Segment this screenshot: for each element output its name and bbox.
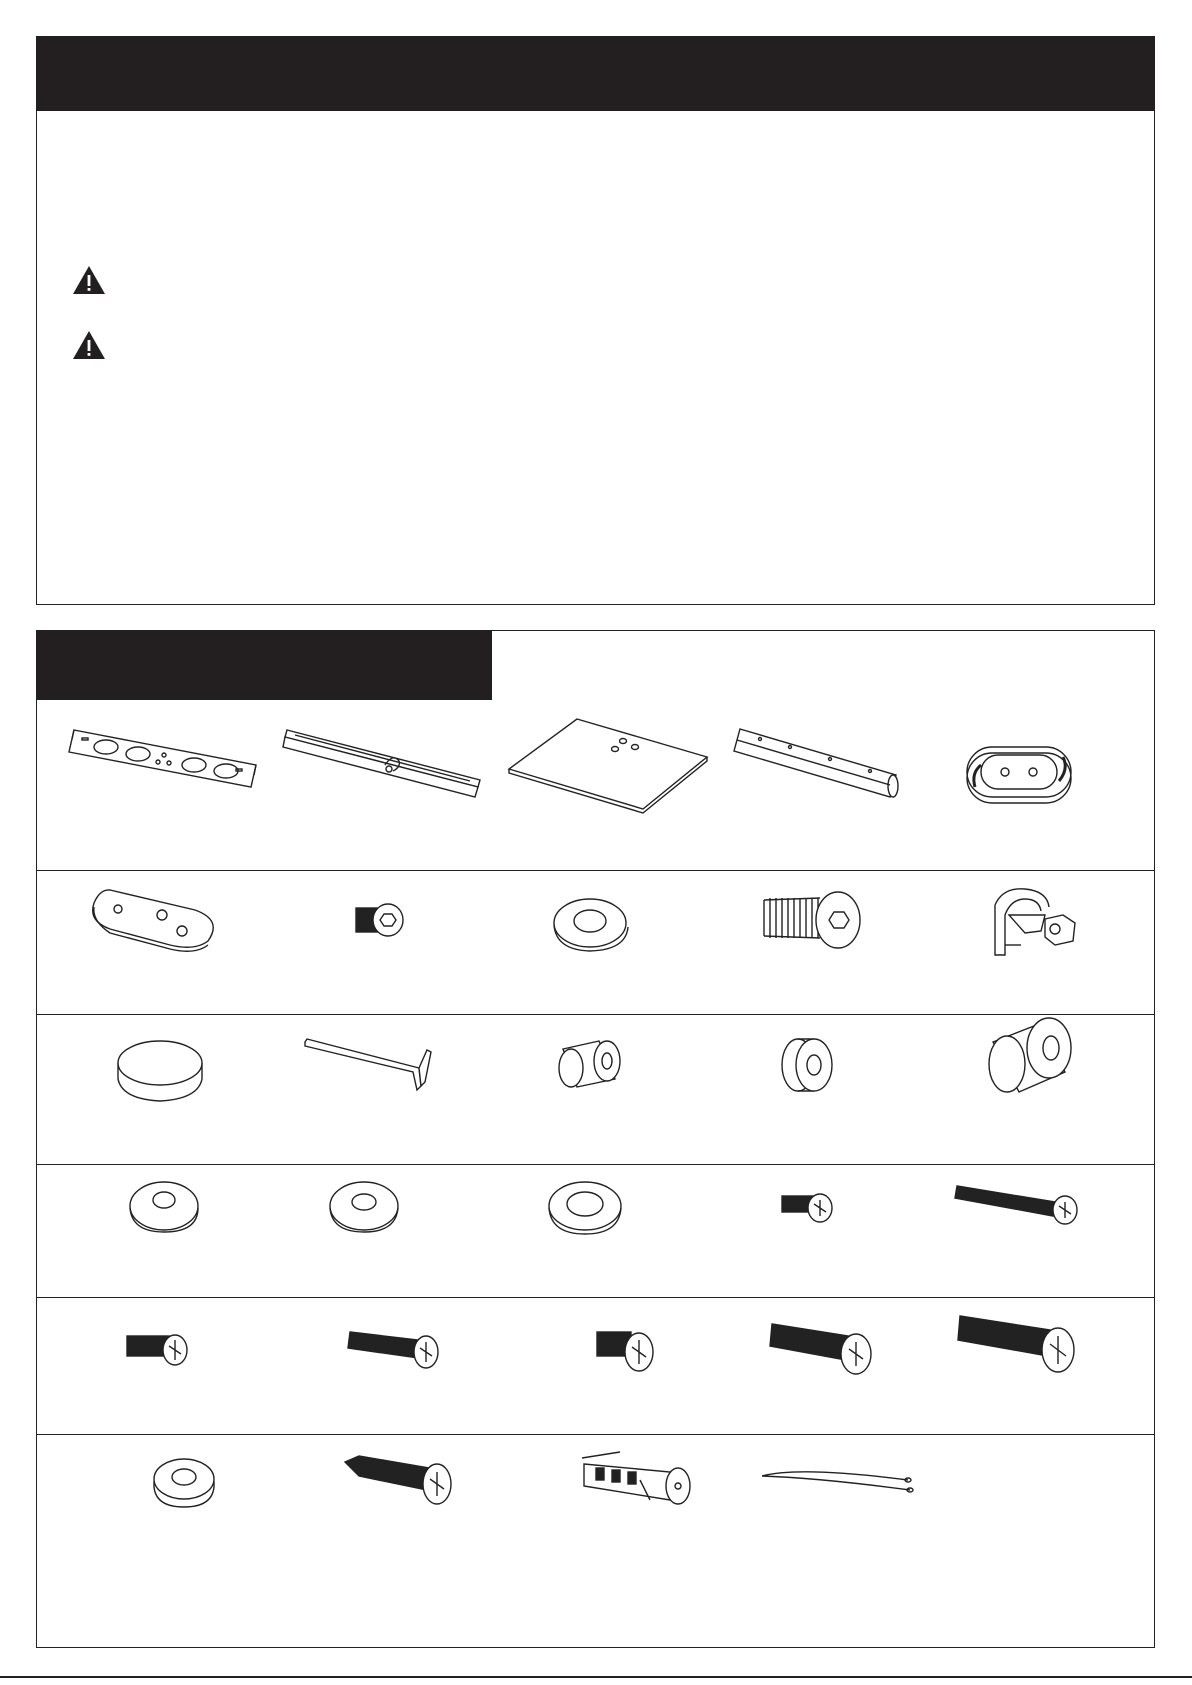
long-phillips-screw-icon [955,1182,1080,1237]
parts-section-header [36,630,492,700]
m8-long-screw-icon [958,1312,1078,1383]
wood-screw-icon [345,1450,455,1515]
oval-plate-icon [90,885,225,960]
cable-clip-icon [985,885,1080,965]
row-divider [36,1164,1154,1165]
m6-long-screw-icon [770,1320,875,1387]
warning-triangle-icon [72,265,106,295]
mounting-rail-icon [285,725,485,810]
info-section-header [36,36,1155,111]
allen-key-icon [303,1038,433,1103]
cable-tie-icon [760,1462,915,1503]
info-section [36,36,1155,605]
large-spacer-icon [985,1018,1080,1113]
m4-long-screw-icon [348,1328,440,1381]
row-divider [36,1014,1154,1015]
warning-triangle-icon [72,330,106,360]
row-divider [36,1434,1154,1435]
row-divider [36,870,1154,871]
footer-rule [0,1676,1192,1678]
flat-washer-small-icon [128,1178,202,1239]
m6-screw-icon [595,1328,657,1383]
wall-plate-icon [66,725,261,800]
flat-washer-large-icon [545,1178,625,1243]
ring-spacer-icon [778,1035,838,1100]
large-washer-icon [550,895,632,960]
small-spacer-icon [555,1035,625,1100]
flat-washer-medium-icon [326,1178,402,1239]
thick-washer-icon [150,1455,218,1516]
base-plate-icon [505,715,710,820]
short-phillips-screw-icon [780,1188,836,1233]
wall-anchor-icon [580,1450,695,1520]
oval-cap-icon [965,745,1075,810]
row-divider [36,1297,1154,1298]
m4-screw-icon [125,1330,191,1377]
round-cap-icon [112,1035,208,1110]
long-hex-bolt-icon [760,888,870,963]
short-hex-bolt-icon [352,898,412,953]
column-tube-icon [730,725,905,810]
